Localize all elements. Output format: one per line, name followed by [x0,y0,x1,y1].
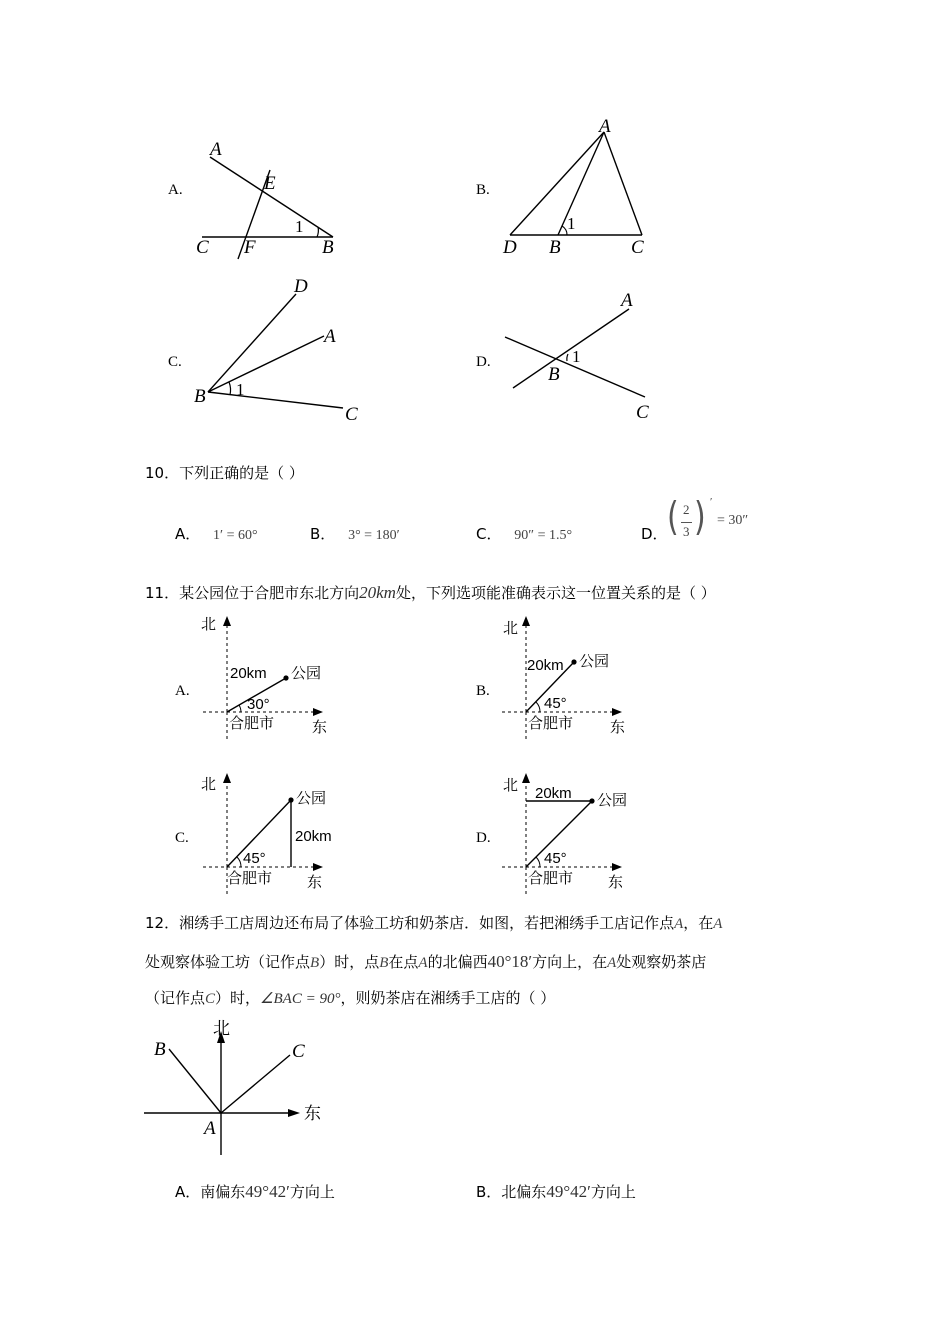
angle-equation: ∠BAC = 90° [260,991,341,1007]
paren-right: ) [694,494,706,541]
q11-option-d-label: D. [476,830,491,846]
q11-stem-post: 处，下列选项能准确表示这一位置关系的是（ ） [395,584,716,602]
point-a-label: A [210,139,222,160]
north-label: 北 [503,619,519,637]
ray-ab [169,1049,221,1113]
q12-line-1 [145,913,722,934]
q10-option-d-rhs: = 30″ [717,513,749,528]
q10-option-c-expr: 90″ = 1.5° [514,528,573,543]
point-a-label: A [621,290,633,311]
point-d-label: D [503,237,517,258]
option-value: 49°42′ [245,1182,290,1201]
q10-option-b-expr: 3° = 180′ [348,528,400,543]
option-text: 方向上 [289,1183,335,1201]
point-b-label: B [154,1039,166,1060]
origin-label: 合肥市 [227,869,273,887]
point-c-label: C [292,1041,305,1062]
q10-frac-num: 2 [683,502,690,517]
point-b-label: B [548,364,560,385]
q12-number: 12． [145,914,180,932]
park-label: 公园 [296,789,327,807]
point-b-label: B [549,237,561,258]
east-label: 东 [608,873,624,891]
frac-bar [681,522,692,523]
point-a-ref: A [418,955,428,971]
q12-option-a[interactable] [175,1182,335,1202]
q12-text: 方向上，在 [532,953,608,971]
q10-stem-text: 下列正确的是（ ） [179,464,304,482]
option-text: 南偏东 [200,1183,246,1201]
paren-left: ( [667,494,679,541]
point-c-ref: C [205,991,216,1007]
q12-text: 在点 [388,953,419,971]
point-b-ref: B [379,955,389,971]
north-label: 北 [201,615,217,633]
q12-text: ，在 [683,914,714,932]
angle-arc [567,354,568,361]
park-label: 公园 [291,664,322,682]
point-c-label: C [345,404,358,425]
angle-label: 45° [544,850,567,867]
east-arrowhead [288,1109,300,1117]
point-b-label: B [194,386,206,407]
park-label: 公园 [579,652,610,670]
north-label: 北 [201,775,217,793]
angle-1-label: 1 [572,347,581,366]
east-label: 东 [610,718,626,736]
q10-option-c-label: C． [476,525,502,543]
point-f-label: F [244,237,256,258]
q12-option-b[interactable] [476,1182,636,1202]
point-a-label: A [599,116,611,137]
park-label: 公园 [597,791,628,809]
bearing-value: 40°18′ [487,952,533,971]
q12-text: 处观察奶茶店 [616,953,707,971]
q11-stem-pre: 某公园位于合肥市东北方向 [179,584,360,602]
origin-label: 合肥市 [528,869,574,887]
north-label: 北 [213,1019,230,1039]
q12-text: 的北偏西 [427,953,488,971]
q9-figure-c [190,272,370,427]
q12-figure [140,1015,340,1160]
q9-option-b-label: B. [476,182,490,198]
point-b-ref: B [310,955,320,971]
q10-number: 10． [145,464,180,482]
q11-figure-b [500,612,645,740]
point-a-ref: A [607,955,617,971]
q10-option-b[interactable] [310,524,400,546]
angle-1-label: 1 [567,214,576,233]
option-value: 49°42′ [546,1182,591,1201]
angle-arc [317,227,318,237]
q10-option-a-expr: 1′ = 60° [213,528,258,543]
q10-option-d-label: D． [641,525,668,543]
angle-label: 30° [247,696,270,713]
distance-label: 20km [295,828,332,845]
point-c-label: C [636,402,649,423]
q9-option-c-label: C. [168,354,182,370]
q9-figure-b [495,112,655,262]
q12-text: 湘绣手工店周边还布局了体验工坊和奶茶店．如图，若把湘绣手工店记作点 [179,914,675,932]
point-c-label: C [196,237,209,258]
origin-label: 合肥市 [229,714,275,732]
q12-text: ，则奶茶店在湘绣手工店的（ ） [340,989,556,1007]
angle-label: 45° [544,695,567,712]
q10-option-d[interactable] [641,494,781,550]
q9-figure-d [495,282,675,427]
point-a-label: A [204,1118,216,1139]
q12-text: （记作点 [145,989,206,1007]
east-label: 东 [307,873,323,891]
q10-option-c[interactable] [476,524,572,546]
point-a-label: A [324,326,336,347]
q10-prime: ′ [710,496,713,508]
q11-number: 11． [145,584,180,602]
point-e-label: E [264,173,276,194]
q11-option-c-label: C. [175,830,189,846]
q12-line-2 [145,952,706,973]
angle-1-label: 1 [236,380,245,399]
q10-option-a[interactable] [175,524,258,546]
q12-option-a-label: A． [175,1183,201,1201]
angle-label: 45° [243,850,266,867]
origin-label: 合肥市 [528,714,574,732]
north-label: 北 [503,776,519,794]
north-arrowhead [223,616,231,626]
point-b-label: B [322,237,334,258]
q12-text: 处观察体验工坊（记作点 [145,953,311,971]
q10-frac-den: 3 [683,524,690,539]
q12-text: ）时，点 [319,953,380,971]
option-text: 北偏东 [501,1183,547,1201]
distance-label: 20km [230,665,267,682]
q9-option-d-label: D. [476,354,491,370]
option-text: 方向上 [590,1183,636,1201]
q11-figure-a [195,612,340,740]
q12-option-b-label: B． [476,1183,502,1201]
distance-label: 20km [535,785,572,802]
q11-option-b-label: B. [476,683,490,699]
ray-ac [221,1055,290,1113]
distance-label: 20km [527,657,564,674]
point-c-label: C [631,237,644,258]
q10-stem [145,463,304,483]
q10-option-b-label: B． [310,525,336,543]
point-a-ref: A [674,916,684,932]
east-arrowhead [313,708,323,716]
park-point [283,675,288,680]
q12-text: ）时， [215,989,261,1007]
q11-stem-dist: 20km [359,583,396,602]
angle-arc [229,382,231,395]
q12-line-3 [145,988,555,1009]
q10-option-a-label: A． [175,525,201,543]
q9-option-a-label: A. [168,182,183,198]
q11-figure-c [195,768,340,895]
q11-stem [145,583,716,603]
q11-figure-d [500,768,645,895]
point-d-label: D [294,276,308,297]
q11-option-a-label: A. [175,683,190,699]
line-ab [210,157,333,237]
angle-1-label: 1 [295,217,304,236]
q9-figure-a [190,135,350,265]
point-a-ref: A [713,916,723,932]
east-label: 东 [304,1104,321,1124]
east-label: 东 [312,718,328,736]
